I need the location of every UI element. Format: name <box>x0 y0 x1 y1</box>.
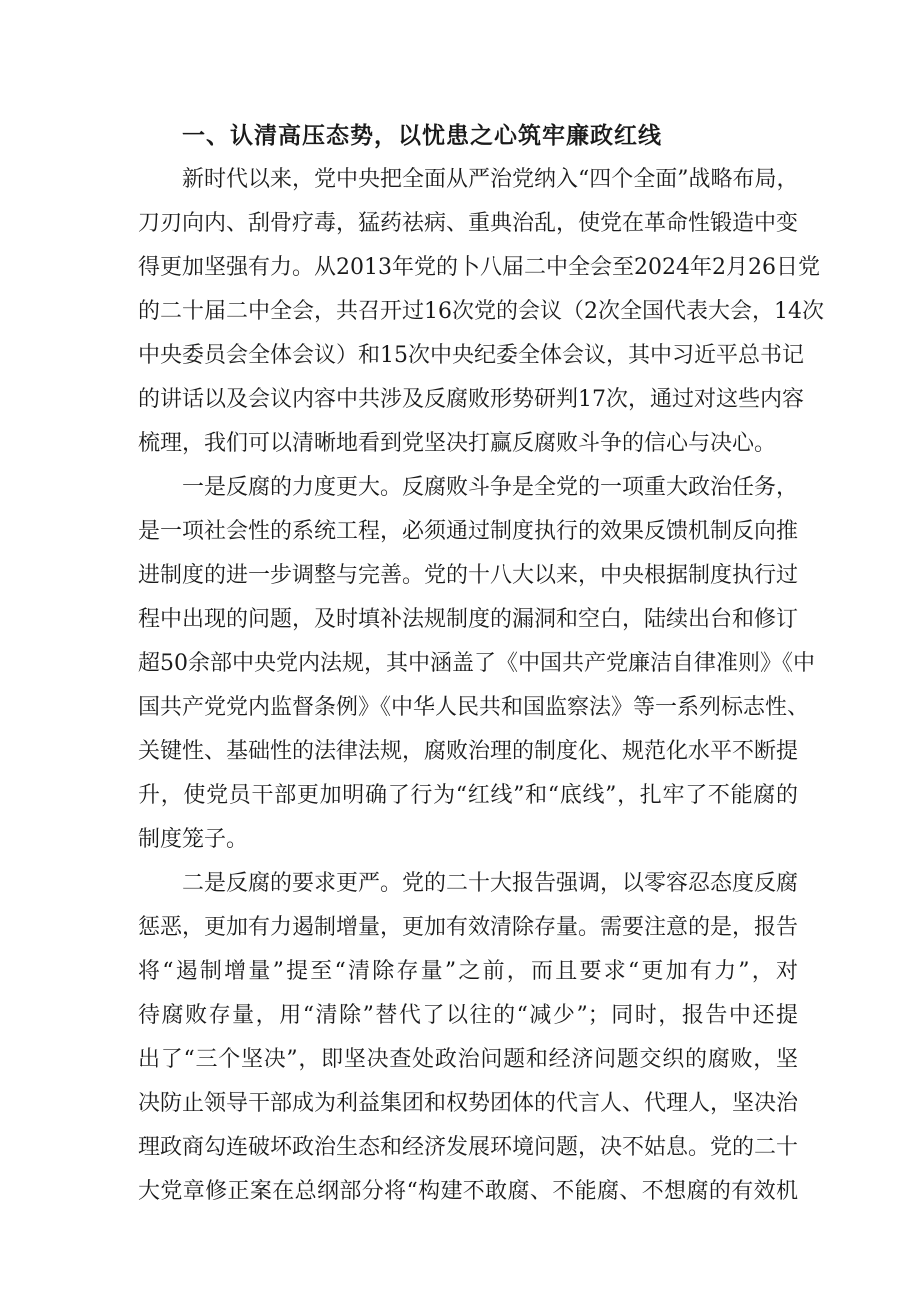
paragraph-3-line-8: 大党章修正案在总纲部分将“构建不敢腐、不能腐、不想腐的有效机 <box>138 1179 798 1204</box>
paragraph-2-line-4: 程中出现的问题，及时填补法规制度的漏洞和空白，陆续出台和修订 <box>138 607 799 632</box>
paragraph-3-line-1: 二是反腐的要求更严。党的二十大报告强调，以零容忍态度反腐 <box>182 871 799 896</box>
paragraph-1-line-4: 的二十届二中全会，共召开过16次党的会议（2次全国代表大会，14次 <box>138 299 824 324</box>
paragraph-3-line-7: 理政商勾连破坏政治生态和经济发展环境问题，决不姑息。党的二十 <box>138 1135 799 1160</box>
section-heading: 一、认清高压态势，以忧患之心筑牢廉政红线 <box>182 123 662 149</box>
paragraph-2-line-7: 关键性、基础性的法律法规，腐败治理的制度化、规范化水平不断提 <box>138 739 799 764</box>
paragraph-3-line-6: 决防止领导干部成为利益集团和权势团体的代言人、代理人，坚决治 <box>138 1091 799 1116</box>
paragraph-1-line-2: 刀刃向内、刮骨疗毒，猛药祛病、重典治乱，使党在革命性锻造中变 <box>138 211 799 236</box>
paragraph-3-line-5: 出了“三个坚决”，即坚决查处政治问题和经济问题交织的腐败，坚 <box>138 1047 798 1072</box>
paragraph-1-line-6: 的讲话以及会议内容中共涉及反腐败形势研判17次，通过对这些内容 <box>138 387 804 412</box>
paragraph-3-line-2: 惩恶，更加有力遏制增量，更加有效清除存量。需要注意的是，报告 <box>138 915 799 940</box>
paragraph-2-line-1: 一是反腐的力度更大。反腐败斗争是全党的一项重大政治任务， <box>182 475 799 500</box>
paragraph-1-line-7: 梳理，我们可以清晰地看到党坚决打赢反腐败斗争的信心与决心。 <box>138 431 777 456</box>
paragraph-1-line-3: 得更加坚强有力。从2013年党的卜八届二中全会至2024年2月26日党 <box>138 255 820 280</box>
paragraph-3-line-4: 待腐败存量，用“清除”替代了以往的“减少”；同时，报告中还提 <box>138 1003 798 1028</box>
paragraph-2-line-9: 制度笼子。 <box>138 827 249 852</box>
paragraph-2-line-6: 国共产党党内监督条例》《中华人民共和国监察法》等一系列标志性、 <box>138 695 810 720</box>
paragraph-1-line-1: 新时代以来，党中央把全面从严治党纳入“四个全面”战略布局， <box>182 167 799 192</box>
paragraph-2-line-5: 超50余部中央党内法规，其中涵盖了《中国共产党廉洁自律准则》《中 <box>138 651 815 676</box>
paragraph-2-line-8: 升，使党员干部更加明确了行为“红线”和“底线”，扎牢了不能腐的 <box>138 783 798 808</box>
paragraph-2-line-3: 进制度的进一步调整与完善。党的十八大以来，中央根据制度执行过 <box>138 563 799 588</box>
paragraph-2-line-2: 是一项社会性的系统工程，必须通过制度执行的效果反馈机制反向推 <box>138 519 799 544</box>
paragraph-1-line-5: 中央委员会全体会议）和15次中央纪委全体会议，其中习近平总书记 <box>138 343 804 368</box>
paragraph-3-line-3: 将“遏制增量”提至“清除存量”之前，而且要求“更加有力”，对 <box>138 959 798 984</box>
